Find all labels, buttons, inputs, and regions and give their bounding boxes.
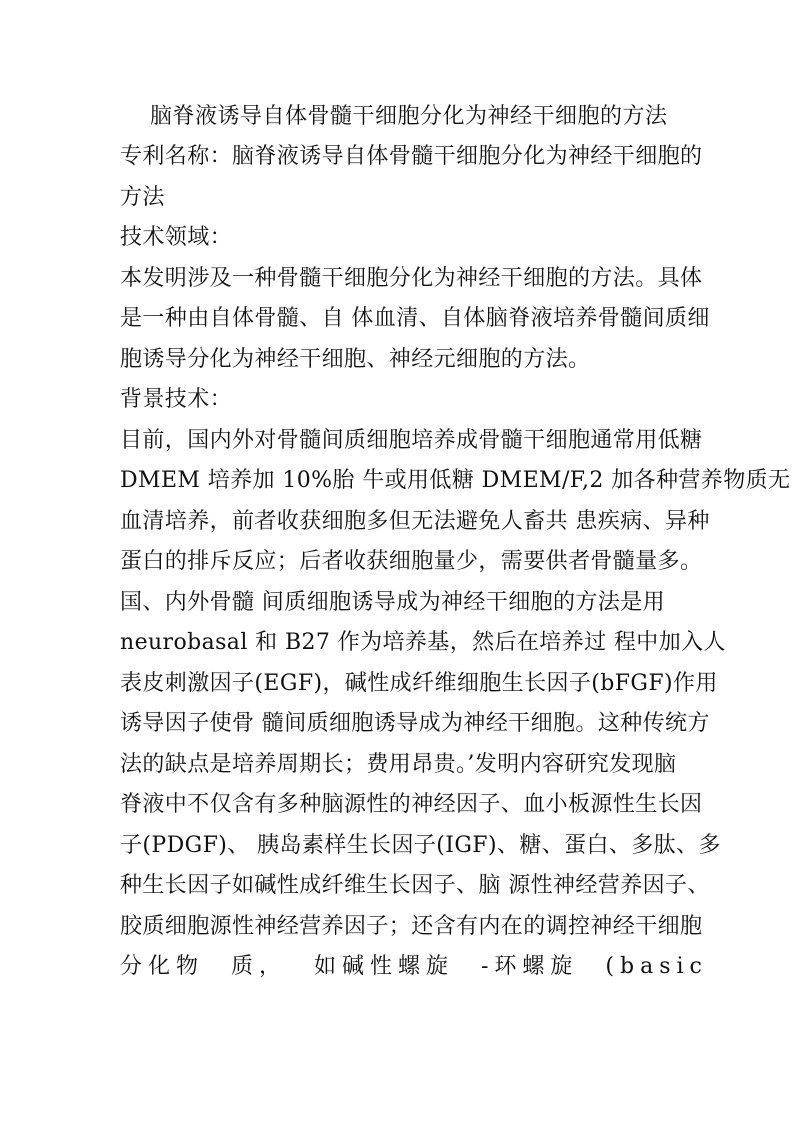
text-line-8: 目前，国内外对骨髓间质细胞培养成骨髓干细胞通常用低糖: [120, 427, 703, 453]
text-line-12: 国、内外骨髓 间质细胞诱导成为神经干细胞的方法是用: [120, 589, 665, 615]
text-line-1: 专利名称：脑脊液诱导自体骨髓干细胞分化为神经干细胞的: [120, 144, 703, 169]
text-line-11: 蛋白的排斥反应；后者收获细胞量少，需要供者骨髓量多。: [120, 549, 703, 574]
text-line-6: 胞诱导分化为神经干细胞、神经元细胞的方法。: [120, 346, 591, 372]
section-heading-technical-field: 技术领域：: [120, 225, 233, 250]
text-line-15: 诱导因子使骨 髓间质细胞诱导成为神经干细胞。这种传统方: [120, 711, 710, 736]
text-line-19: 种生长因子如碱性成纤维生长因子、脑 源性神经营养因子、: [120, 873, 710, 898]
text-line-18: 子(PDGF)、 胰岛素样生长因子(IGF)、糖、蛋白、多肽、多: [120, 832, 721, 858]
text-line-5: 是一种由自体骨髓、自 体血清、自体脑脊液培养骨髓间质细: [120, 306, 710, 331]
section-heading-background: 背景技术：: [120, 387, 233, 412]
text-line-20: 胶质细胞源性神经营养因子；还含有内在的调控神经干细胞: [120, 913, 703, 939]
text-line-17: 脊液中不仅含有多种脑源性的神经因子、血小板源性生长因: [120, 792, 703, 817]
document-body: [120, 96, 791, 988]
text-line-10: 血清培养，前者收获细胞多但无法避免人畜共 患疾病、异种: [120, 508, 710, 534]
text-line-14: 表皮刺激因子(EGF)，碱性成纤维细胞生长因子(bFGF)作用: [120, 670, 718, 696]
text-line-4: 本发明涉及一种骨髓干细胞分化为神经干细胞的方法。具体: [120, 265, 703, 291]
text-line-9: DMEM 培养加 10%胎 牛或用低糖 DMEM/F,2 加各种营养物质无: [120, 468, 791, 493]
text-line-16: 法的缺点是培养周期长；费用昂贵。’发明内容研究发现脑: [120, 751, 677, 777]
text-line-13: neurobasal 和 B27 作为培养基，然后在培养过 程中加入人: [120, 630, 726, 655]
document-title: 脑脊液诱导自体骨髓干细胞分化为神经干细胞的方法: [150, 104, 668, 129]
text-line-2: 方法: [120, 184, 165, 210]
text-line-21: 分化物 质， 如碱性螺旋 -环螺旋 (basic: [120, 954, 708, 979]
